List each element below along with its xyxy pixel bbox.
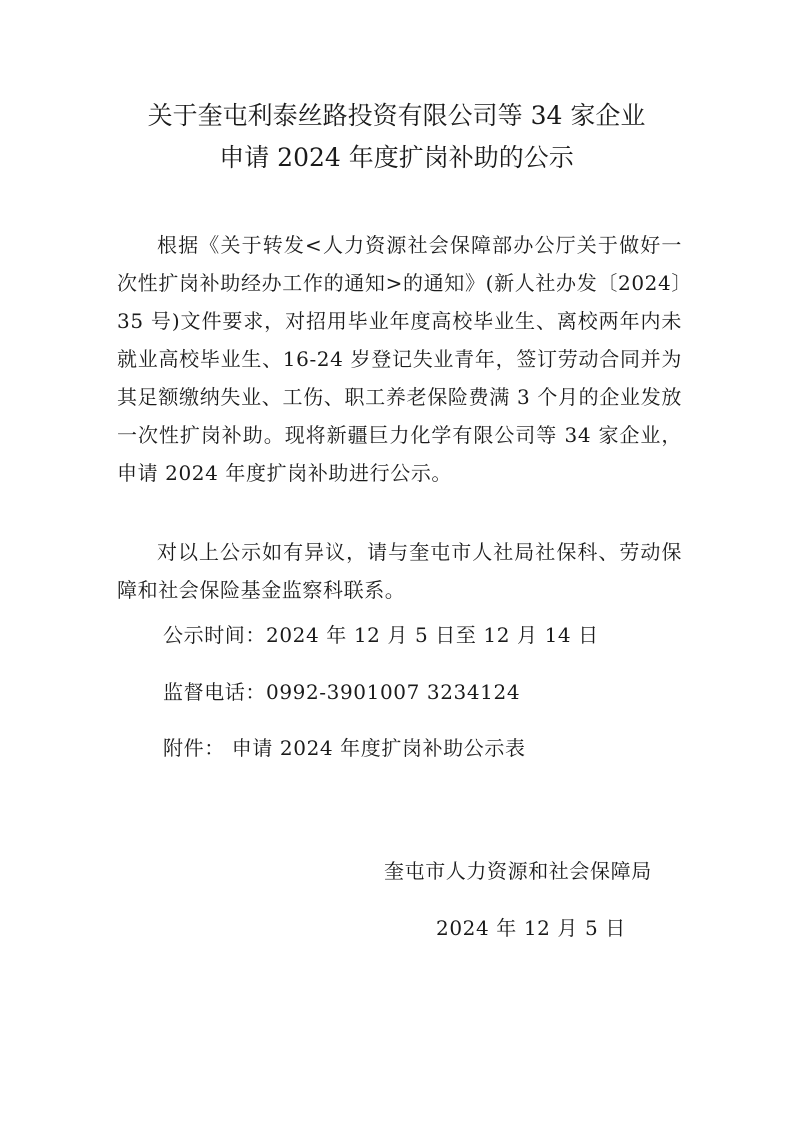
supervision-phone: 监督电话：0992-3901007 3234124: [163, 680, 521, 704]
document-title-line-1: 关于奎屯利泰丝路投资有限公司等 34 家企业: [147, 101, 646, 130]
body-paragraph-1: 根据《关于转发<人力资源社会保障部办公厅关于做好一次性扩岗补助经办工作的通知>的通知》(新人社办发〔2024〕35 号)文件要求，对招用毕业年度高校毕业生、离校两年内未就业高校毕业生、16-24 岁登记失业青年，签订劳动合同并为其足额缴纳失业、工伤、职工养老保险费满 3 个月的企业发放一次性扩岗补助。现将新疆巨力化学有限公司等 34 家企业，申请 2024 年度扩岗补助进行公示。: [117, 233, 682, 485]
issuing-organization: 奎屯市人力资源和社会保障局: [384, 859, 652, 883]
issue-date: 2024 年 12 月 5 日: [436, 916, 626, 940]
document-title-line-2: 申请 2024 年度扩岗补助的公示: [219, 143, 574, 172]
body-paragraph-2: 对以上公示如有异议，请与奎屯市人社局社保科、劳动保障和社会保险基金监察科联系。: [117, 540, 682, 602]
attachment-line: 附件： 申请 2024 年度扩岗补助公示表: [163, 736, 526, 760]
publicity-time: 公示时间：2024 年 12 月 5 日至 12 月 14 日: [163, 623, 599, 647]
